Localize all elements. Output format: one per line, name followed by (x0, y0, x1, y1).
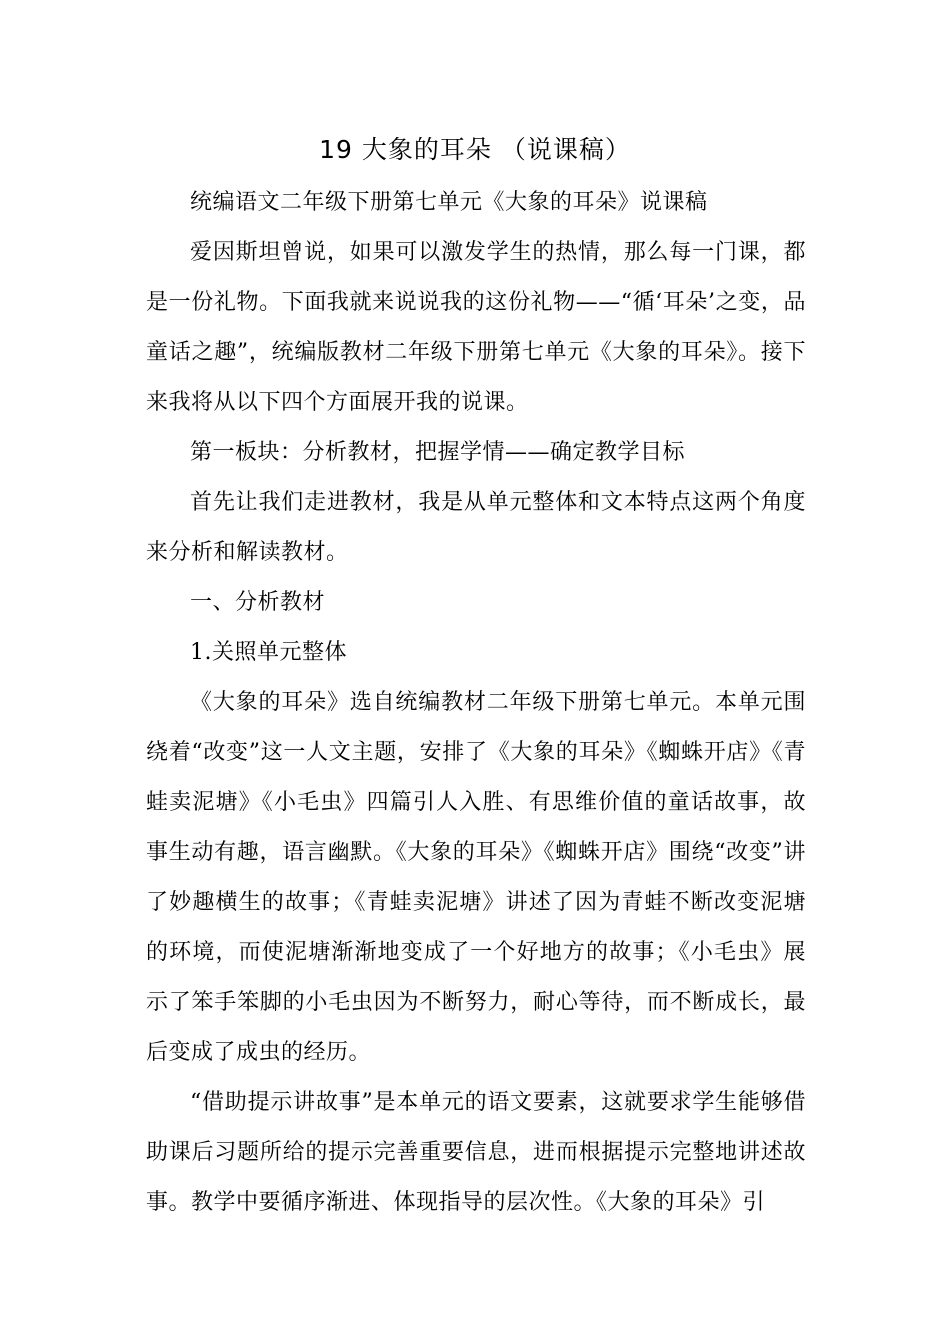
paragraph-unit-description: 《大象的耳朵》选自统编教材二年级下册第七单元。本单元围绕着“改变”这一人文主题，安排了《大象的耳朵》《蜘蛛开店》《青蛙卖泥塘》《小毛虫》四篇引人入胜、有思维价值的童话故事，故事生动有趣，语言幽默。《大象的耳朵》《蜘蛛开店》围绕“改变”讲了妙趣横生的故事；《青蛙卖泥塘》讲述了因为青蛙不断改变泥塘的环境，而使泥塘渐渐地变成了一个好地方的故事；《小毛虫》展示了笨手笨脚的小毛虫因为不断努力，耐心等待，而不断成长，最后变成了成虫的经历。 (146, 690, 806, 1065)
paragraph-language-element: “借助提示讲故事”是本单元的语文要素，这就要求学生能够借助课后习题所给的提示完善重要信息，进而根据提示完整地讲述故事。教学中要循序渐进、体现指导的层次性。《大象的耳朵》引 (146, 1090, 806, 1215)
paragraph-subtitle: 统编语文二年级下册第七单元《大象的耳朵》说课稿 (190, 190, 708, 215)
paragraph-analysis-intro: 首先让我们走进教材，我是从单元整体和文本特点这两个角度来分析和解读教材。 (146, 490, 806, 565)
paragraph-intro: 爱因斯坦曾说，如果可以激发学生的热情，那么每一门课，都是一份礼物。下面我就来说说我的这份礼物——“循‘耳朵’之变，品童话之趣”，统编版教材二年级下册第七单元《大象的耳朵》。接下来我将从以下四个方面展开我的说课。 (146, 240, 806, 415)
paragraph-heading-unit-overview: 1.关照单元整体 (190, 640, 347, 665)
document-title: 19 大象的耳朵 （说课稿） (319, 135, 631, 164)
paragraph-heading-analyze-textbook: 一、分析教材 (190, 590, 326, 615)
document-body (146, 178, 806, 1228)
paragraph-section-heading: 第一板块：分析教材，把握学情——确定教学目标 (190, 440, 686, 465)
